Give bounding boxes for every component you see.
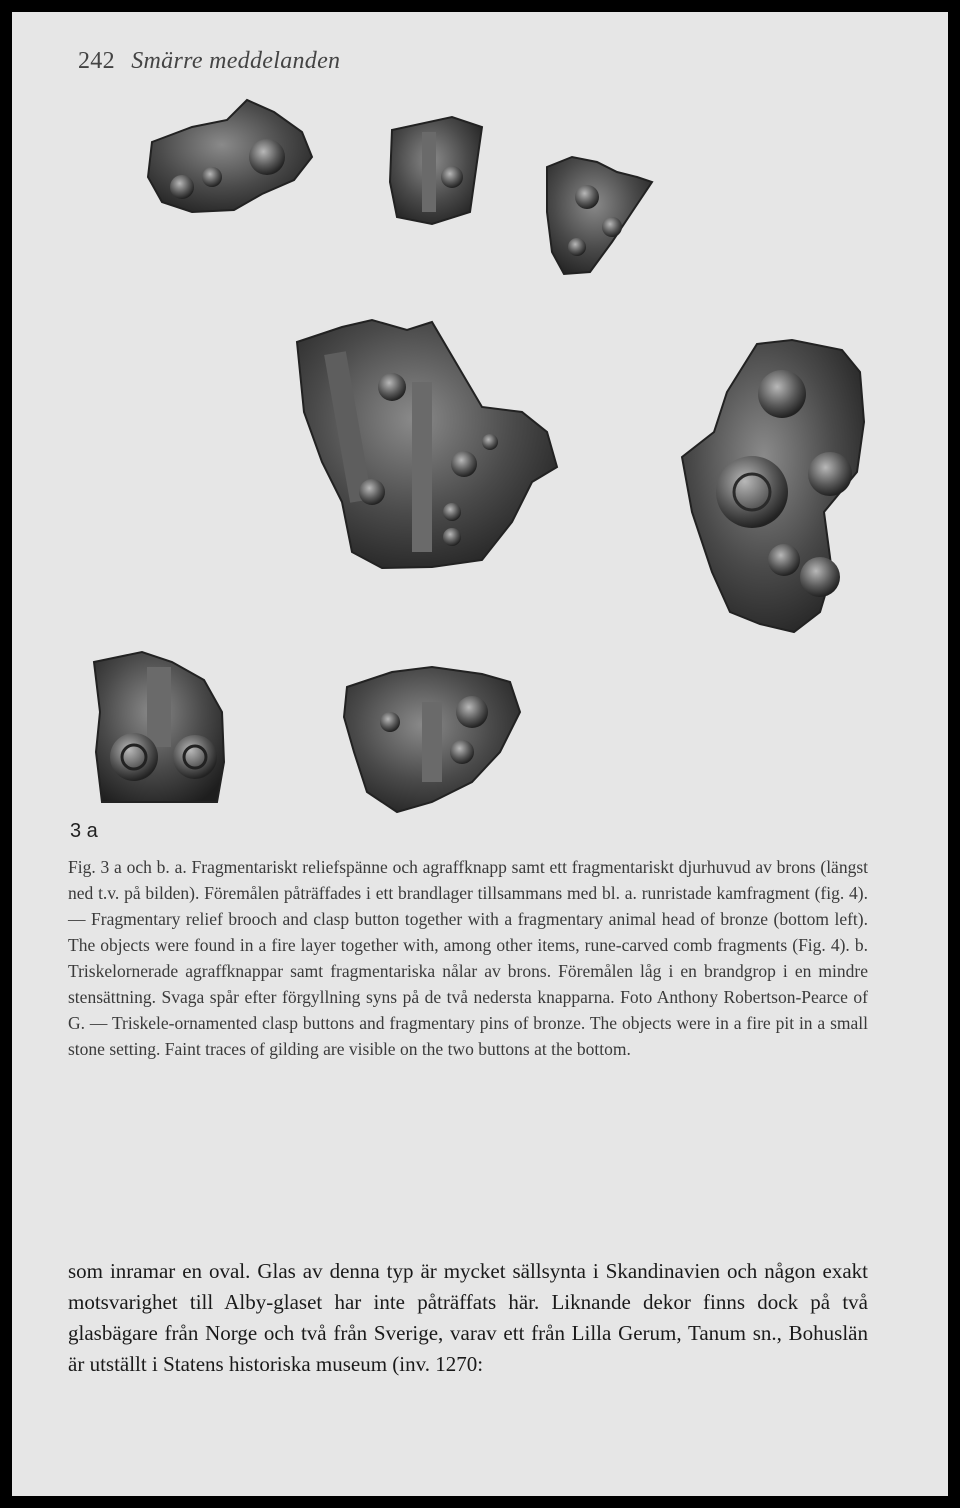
page-number: 242 [78,48,115,74]
body-text [68,1256,868,1380]
relief-brooch-fragment-3 [547,157,652,274]
relief-brooch-fragment-2 [390,117,482,224]
relief-brooch-fragment-1 [148,100,312,212]
page [12,12,948,1496]
clasp-button-small [344,667,520,812]
artifact-photograph [12,12,948,832]
journal-section-title: Smärre meddelanden [131,48,341,74]
figure-label: 3 a [70,820,98,842]
body-paragraph: som inramar en oval. Glas av denna typ är mycket sällsynta i Skandinavien och någon exakt motsvarighet till Alby-glaset har inte påträffats här. Liknande dekor finns dock på två glasbägare från Norge och två från Sverige, varav ett från Lilla Gerum, Tanum sn., Bohuslän är utställt i Statens historiska museum (inv. 1270: [68,1259,868,1376]
animal-head-fragment [94,652,224,802]
caption-text: Fig. 3 a och b. a. Fragmentariskt reliefspänne och agraffknapp samt ett fragmentariskt djurhuvud av brons (längst ned t.v. på bilden). Föremålen påträffades i ett brandlager tillsammans med bl. a. runristade kamfragment (fig. 4). — Fragmentary relief brooch and clasp button together with a fragmentary animal head of bronze (bottom left). The objects were found in a fire layer together with, among other items, rune-carved comb fragments (Fig. 4). b. Triskelornerade agraffknappar samt fragmentariska nålar av brons. Föremålen låg i en brandgrop i en mindre stensättning. Svaga spår efter förgyllning syns på de två nedersta knapparna. Foto Anthony Robertson-Pearce of G. — Triskele-ornamented clasp buttons and fragmentary pins of bronze. The objects were in a fire pit in a small stone setting. Faint traces of gilding are visible on the two buttons at the bottom. [68,857,868,1059]
relief-brooch-center-fragment [297,320,557,568]
figure-caption [68,854,868,1062]
clasp-button-large [682,340,864,632]
